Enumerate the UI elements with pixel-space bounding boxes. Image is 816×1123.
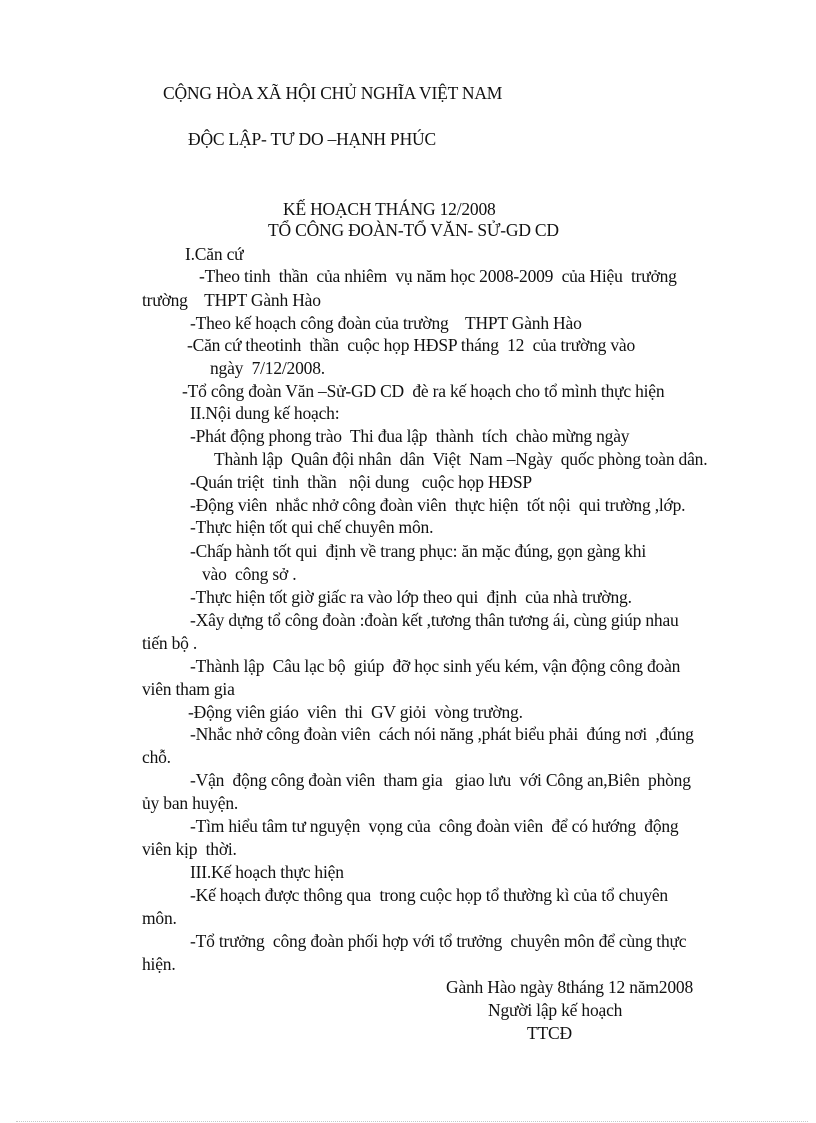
paragraph-line: -Xây dựng tổ công đoàn :đoàn kết ,tương thân tương ái, cùng giúp nhau: [190, 610, 679, 630]
section-heading-basis: I.Căn cứ: [185, 244, 244, 264]
national-title: CỘNG HÒA XÃ HỘI CHỦ NGHĨA VIỆT NAM: [163, 83, 503, 103]
paragraph-line: ủy ban huyện.: [142, 793, 239, 813]
paragraph-line: -Thực hiện tốt qui chế chuyên môn.: [190, 517, 434, 537]
paragraph-line: -Căn cứ theotinh thần cuộc họp HĐSP tháng 12 của trường vào: [187, 335, 636, 355]
paragraph-line: -Tổ công đoàn Văn –Sử-GD CD đè ra kế hoạch cho tổ mình thực hiện: [182, 381, 665, 401]
page-bottom-border: [16, 1121, 808, 1122]
paragraph-line: môn.: [142, 908, 177, 928]
paragraph-line: -Thực hiện tốt giờ giấc ra vào lớp theo qui định của nhà trường.: [190, 587, 632, 607]
paragraph-line: -Theo tinh thần của nhiêm vụ năm học 2008-2009 của Hiệu trưởng: [199, 266, 677, 286]
plan-subtitle: TỔ CÔNG ĐOÀN-TỔ VĂN- SỬ-GD CD: [268, 220, 559, 240]
section-heading-implementation: III.Kế hoạch thực hiện: [190, 862, 344, 882]
paragraph-line: -Thành lập Câu lạc bộ giúp đỡ học sinh yếu kém, vận động công đoàn: [190, 656, 681, 676]
paragraph-line: -Vận động công đoàn viên tham gia giao lưu với Công an,Biên phòng: [190, 770, 691, 790]
paragraph-line: viên tham gia: [142, 679, 235, 699]
paragraph-line: Thành lập Quân đội nhân dân Việt Nam –Ngày quốc phòng toàn dân.: [214, 449, 708, 469]
paragraph-line: -Tìm hiểu tâm tư nguyện vọng của công đoàn viên để có hướng động: [190, 816, 679, 836]
paragraph-line: hiện.: [142, 954, 176, 974]
paragraph-line: viên kịp thời.: [142, 839, 237, 859]
national-motto: ĐỘC LẬP- TƯ DO –HẠNH PHÚC: [188, 129, 436, 149]
paragraph-line: -Tổ trưởng công đoàn phối hợp với tổ trưởng chuyên môn để cùng thực: [190, 931, 687, 951]
paragraph-line: -Nhắc nhở công đoàn viên cách nói năng ,phát biểu phải đúng nơi ,đúng: [190, 724, 694, 744]
section-heading-content: II.Nội dung kế hoạch:: [190, 403, 340, 423]
paragraph-line: -Quán triệt tinh thần nội dung cuộc họp HĐSP: [190, 472, 532, 492]
signature-author: TTCĐ: [527, 1023, 572, 1043]
paragraph-line: -Kế hoạch được thông qua trong cuộc họp tổ thường kì của tổ chuyên: [190, 885, 668, 905]
paragraph-line: -Chấp hành tốt qui định về trang phục: ăn mặc đúng, gọn gàng khi: [190, 541, 647, 561]
paragraph-line: vào công sở .: [202, 564, 297, 584]
paragraph-line: tiến bộ .: [142, 633, 198, 653]
plan-title: KẾ HOẠCH THÁNG 12/2008: [283, 199, 496, 219]
paragraph-line: chỗ.: [142, 747, 171, 767]
paragraph-line: trường THPT Gành Hào: [142, 290, 321, 310]
signature-place-date: Gành Hào ngày 8tháng 12 năm2008: [446, 977, 694, 997]
paragraph-line: -Động viên nhắc nhở công đoàn viên thực hiện tốt nội qui trường ,lớp.: [190, 495, 686, 515]
paragraph-line: -Theo kế hoạch công đoàn của trường THPT Gành Hào: [190, 313, 582, 333]
signature-role: Người lập kế hoạch: [488, 1000, 623, 1020]
paragraph-line: -Động viên giáo viên thi GV giỏi vòng trường.: [188, 702, 523, 722]
paragraph-line: -Phát động phong trào Thi đua lập thành tích chào mừng ngày: [190, 426, 630, 446]
paragraph-line: ngày 7/12/2008.: [210, 358, 325, 378]
